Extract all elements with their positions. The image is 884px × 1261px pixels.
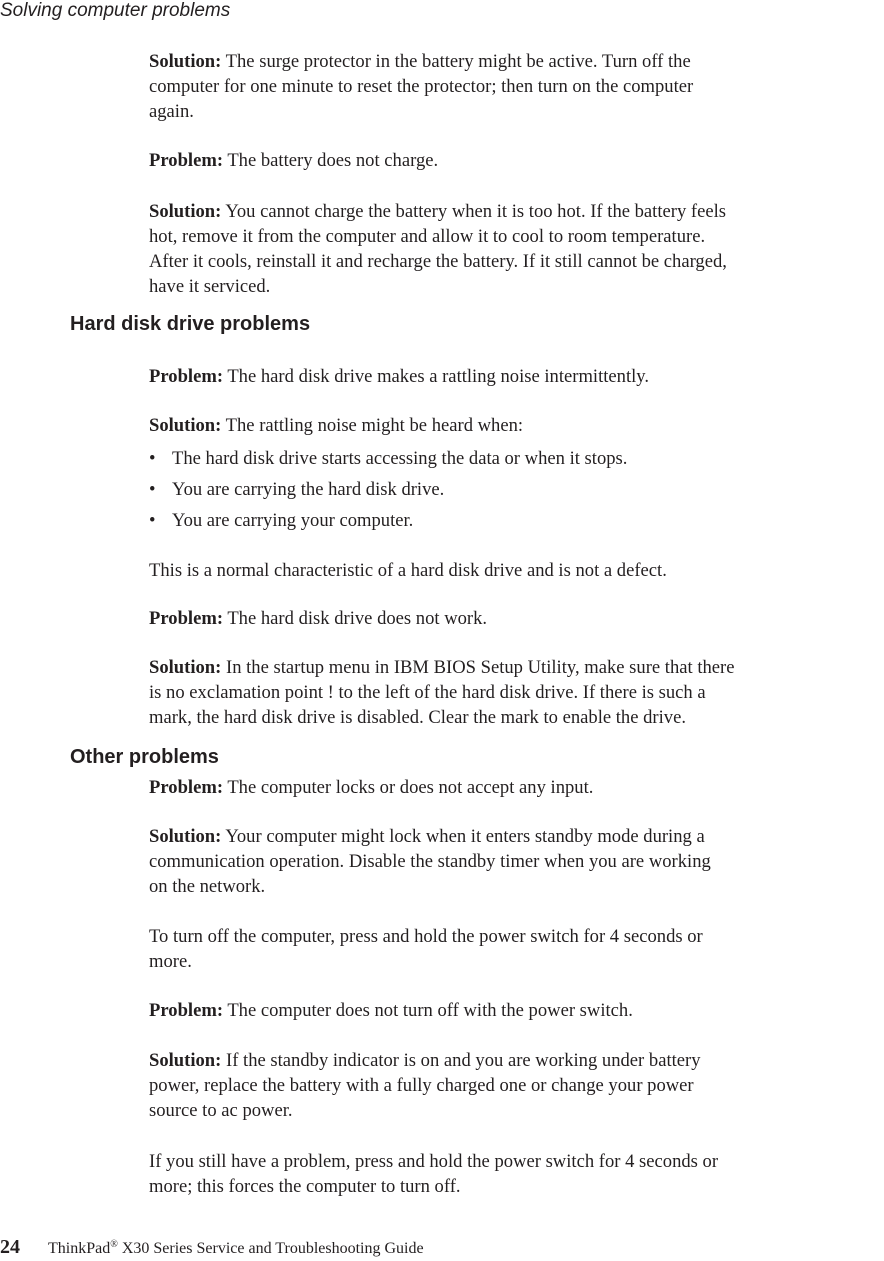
running-head: Solving computer problems xyxy=(0,0,231,21)
problem-computer-locks: Problem: The computer locks or does not accept any input. xyxy=(149,777,594,798)
list-item: • The hard disk drive starts accessing the data or when it stops. xyxy=(149,448,628,469)
registered-mark: ® xyxy=(110,1239,118,1250)
heading-other-problems: Other problems xyxy=(70,746,219,768)
solution-label: Solution: xyxy=(149,826,222,847)
solution-computer-locks: Solution: Your computer might lock when it enters standby mode during a communication operation. Disable the standby timer when you are working on the network. xyxy=(149,826,711,897)
solution-hdd-not-work: Solution: In the startup menu in IBM BIOS Setup Utility, make sure that there is no exclamation point ! to the left of the hard disk drive. If there is such a mark, the hard disk drive is disabled. Clear the mark to enable the drive. xyxy=(149,657,735,728)
problem-label: Problem: xyxy=(149,150,224,171)
note-still-problem: If you still have a problem, press and hold the power switch for 4 seconds or more; this forces the computer to turn off. xyxy=(149,1151,719,1197)
solution-label: Solution: xyxy=(149,657,222,678)
solution-label: Solution: xyxy=(149,51,222,72)
guide-title: ThinkPad® X30 Series Service and Troubleshooting Guide xyxy=(48,1239,424,1257)
solution-battery-hot: Solution: You cannot charge the battery when it is too hot. If the battery feels hot, remove it from the computer and allow it to cool to room temperature. After it cools, reinstall it and recharge the battery. If it still cannot be charged, have it serviced. xyxy=(149,201,727,297)
solution-surge-protector: Solution: The surge protector in the battery might be active. Turn off the computer for one minute to reset the protector; then turn on the computer again. xyxy=(149,51,694,122)
solution-no-power-off: Solution: If the standby indicator is on and you are working under battery power, replace the battery with a fully charged one or change your power source to ac power. xyxy=(149,1050,701,1121)
problem-hdd-rattling: Problem: The hard disk drive makes a rattling noise intermittently. xyxy=(149,366,650,387)
note-turn-off: To turn off the computer, press and hold the power switch for 4 seconds or more. xyxy=(149,926,703,972)
problem-no-power-off: Problem: The computer does not turn off with the power switch. xyxy=(149,1000,633,1021)
solution-label: Solution: xyxy=(149,415,222,436)
problem-battery-no-charge: Problem: The battery does not charge. xyxy=(149,150,439,171)
note-normal-characteristic: This is a normal characteristic of a hard disk drive and is not a defect. xyxy=(149,560,667,581)
problem-label: Problem: xyxy=(149,366,224,387)
list-item: • You are carrying the hard disk drive. xyxy=(149,479,445,500)
page-number: 24 xyxy=(0,1236,20,1258)
heading-hard-disk-drive-problems: Hard disk drive problems xyxy=(70,313,311,335)
problem-label: Problem: xyxy=(149,608,224,629)
problem-label: Problem: xyxy=(149,1000,224,1021)
solution-hdd-rattling: Solution: The rattling noise might be heard when: xyxy=(149,415,524,436)
solution-label: Solution: xyxy=(149,1050,222,1071)
problem-label: Problem: xyxy=(149,777,224,798)
list-item: • You are carrying your computer. xyxy=(149,510,414,531)
solution-label: Solution: xyxy=(149,201,222,222)
problem-hdd-not-work: Problem: The hard disk drive does not work. xyxy=(149,608,488,629)
